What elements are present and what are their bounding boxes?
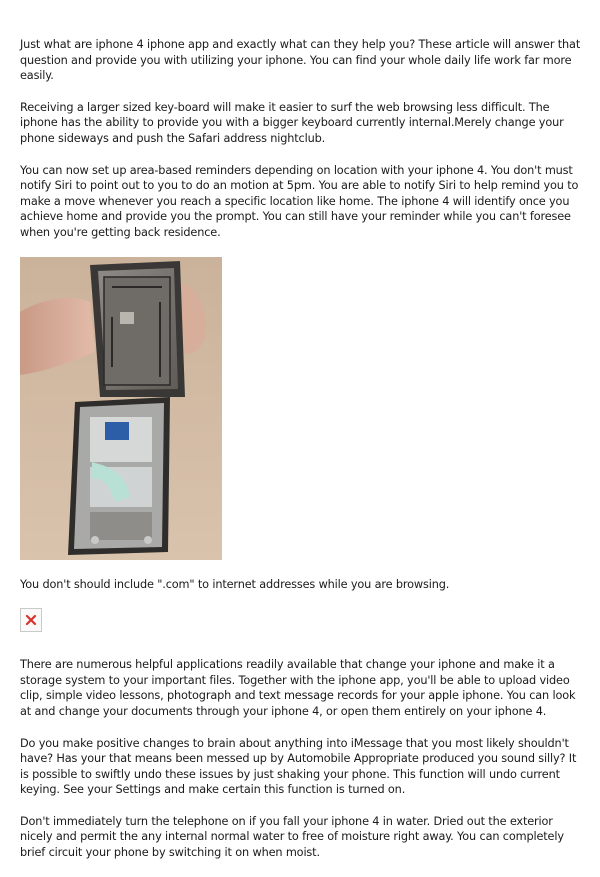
- disassembled-iphone-photo: [20, 257, 222, 560]
- broken-image-icon: [20, 608, 42, 632]
- paragraph-keyboard: Receiving a larger sized key-board will make it easier to surf the web browsing less difficult. The iphone has the ability to provide you with a bigger keyboard currently internal.Merely change your phone sideways and push the Safari address nightclub.: [20, 100, 564, 145]
- article-body: [20, 37, 582, 877]
- paragraph-dotcom: You don't should include ".com" to internet addresses while you are browsing.: [20, 577, 450, 591]
- paragraph-reminders: You can now set up area-based reminders depending on location with your iphone 4. You don't must notify Siri to point out to you to do an motion at 5pm. You are able to notify Siri to help remind you to make a move whenever you reach a specific location like home. The iphone 4 will identify once you achieve home and provide you the prompt. You can still have your reminder while you can't foresee when you're getting back residence.: [20, 163, 579, 239]
- paragraph-water: Don't immediately turn the telephone on if you fall your iphone 4 in water. Dried out the exterior nicely and permit the any internal normal water to free of moisture right away. You can completely brief circuit your phone by switching it on when moist.: [20, 814, 564, 860]
- paragraph-imessage: Do you make positive changes to brain about anything into iMessage that you most likely shouldn't have? Has your that means been messed up by Automobile Appropriate produced you sound silly? It is possible to swiftly undo these issues by just shaking your phone. This function will undo current keying. See your Settings and make certain this function is turned on.: [20, 736, 577, 797]
- close-icon: [25, 614, 37, 626]
- paragraph-intro: Just what are iphone 4 iphone app and exactly what can they help you? These article will answer that question and provide you with utilizing your iphone. You can find your whole daily life work far more easily.: [20, 38, 581, 83]
- paragraph-storage: There are numerous helpful applications readily available that change your iphone and make it a storage system to your important files. Together with the iphone app, you'll be able to upload video clip, simple video lessons, photograph and text message records for your apple iphone. You can look at and change your documents through your iphone 4, or open them entirely on your iphone 4.: [20, 658, 576, 718]
